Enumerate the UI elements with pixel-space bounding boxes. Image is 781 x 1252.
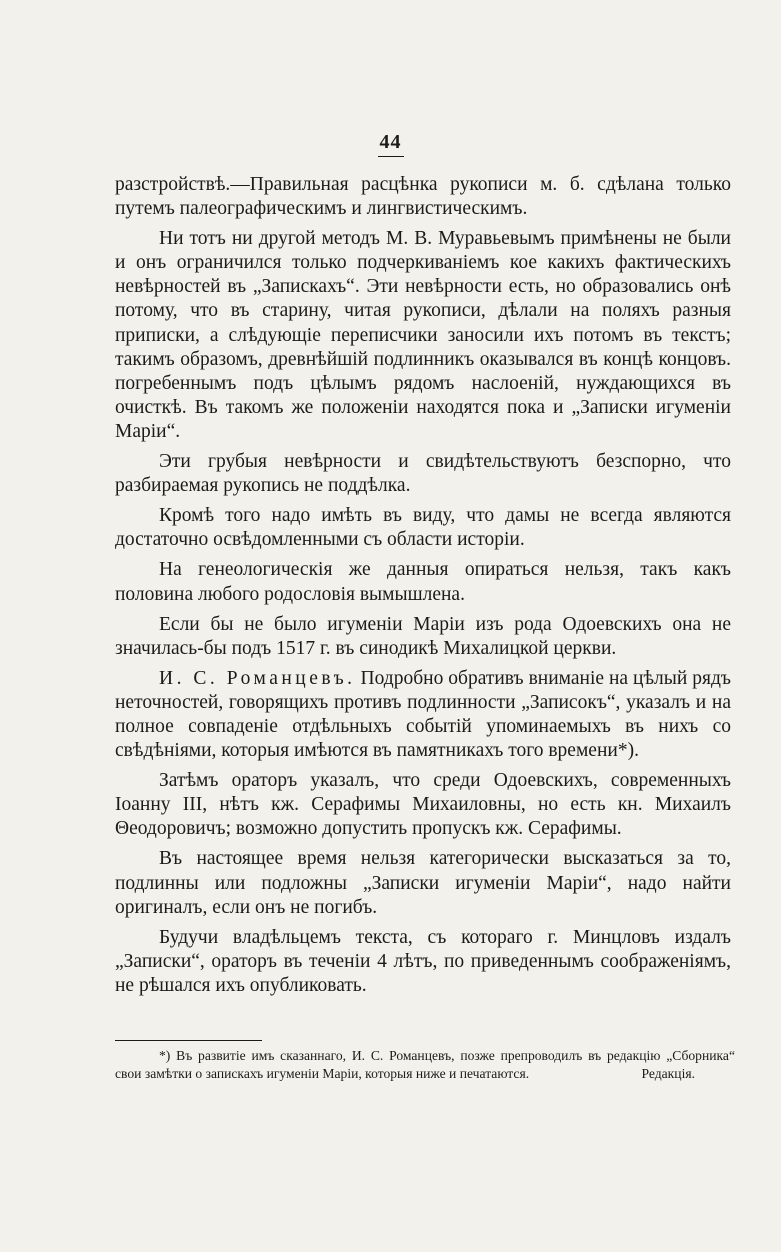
paragraph-ladies: Кромѣ того надо имѣть въ виду, что дамы не всегда являются достаточно освѣдомленными съ области исторіи. <box>115 505 731 551</box>
footnote <box>115 1047 735 1082</box>
page-number-text: 44 <box>378 130 404 157</box>
paragraph-continuation: разстройствѣ.—Правильная расцѣнка рукописи м. б. сдѣлана только путемъ палеографическимъ и лингвистическимъ. <box>115 174 731 220</box>
speaker-name: И. С. Романцевъ. <box>159 667 356 689</box>
paragraph-odoevsky: Затѣмъ ораторъ указалъ, что среди Одоевскихъ, современныхъ Іоанну III, нѣтъ кж. Серафимы Михаиловны, но есть кн. Михаилъ Θеодоровичъ; возможно допустить пропускъ кж. Серафимы. <box>115 770 731 840</box>
main-text <box>115 173 731 1004</box>
footnote-signature: Редакція. <box>641 1065 695 1081</box>
paragraph-methods: Ни тотъ ни другой методъ М. В. Муравьевымъ примѣнены не были и онъ ограничился только подчеркиваніемъ кое какихъ фактическихъ невѣрностей въ „Запискахъ“. Эти невѣрности есть, но образовались онѣ потому, что въ старину, читая рукописи, дѣлали на поляхъ разныя приписки, а слѣдующіе переписчики заносили ихъ потомъ въ текстъ; такимъ образомъ, древнѣйшій подлинникъ оказывался въ концѣ концовъ. погребеннымъ подъ цѣлымъ рядомъ наслоеній, нуждающихся въ очисткѣ. Въ такомъ же положеніи находятся пока и „Записки игуменіи Маріи“. <box>115 228 731 442</box>
paragraph-owner: Будучи владѣльцемъ текста, съ котораго г. Минцловъ издалъ „Записки“, ораторъ въ теченіи 4 лѣтъ, по приведеннымъ соображеніямъ, не рѣшался ихъ опубликовать. <box>115 926 731 996</box>
page-number <box>0 130 781 157</box>
paragraph-present-time: Въ настоящее время нельзя категорически высказаться за то, подлинны или подложны „Записки игуменіи Маріи“, надо найти оригиналъ, если онъ не погибъ. <box>115 848 731 918</box>
paragraph-genealogy: На генеологическія же данныя опираться нельзя, такъ какъ половина любого родословія вымышлена. <box>115 559 731 605</box>
paragraph-synodikon: Если бы не было игуменіи Маріи изъ рода Одоевскихъ она не значилась-бы подъ 1517 г. въ синодикѣ Михалицкой церкви. <box>115 613 731 659</box>
footnote-text: *) Въ развитіе имъ сказаннаго, И. С. Романцевъ, позже препроводилъ въ редакцію „Сборника“ свои замѣтки о запискахъ игуменіи Маріи, которыя ниже и печатаются. <box>115 1048 735 1081</box>
paragraph-speaker <box>115 667 731 763</box>
paragraph-inaccuracies: Эти грубыя невѣрности и свидѣтельствуютъ безспорно, что разбираемая рукопись не поддѣлка. <box>115 451 731 497</box>
speaker-text: Подробно обративъ вниманіе на цѣлый рядъ неточностей, говорящихъ противъ подлинности „Записокъ“, указалъ и на полное совпаденіе отдѣльныхъ событій упоминаемыхъ въ нихъ со свѣдѣніями, которыя имѣются въ памятникахъ того времени*). <box>115 667 731 762</box>
footnote-divider <box>115 1040 262 1041</box>
